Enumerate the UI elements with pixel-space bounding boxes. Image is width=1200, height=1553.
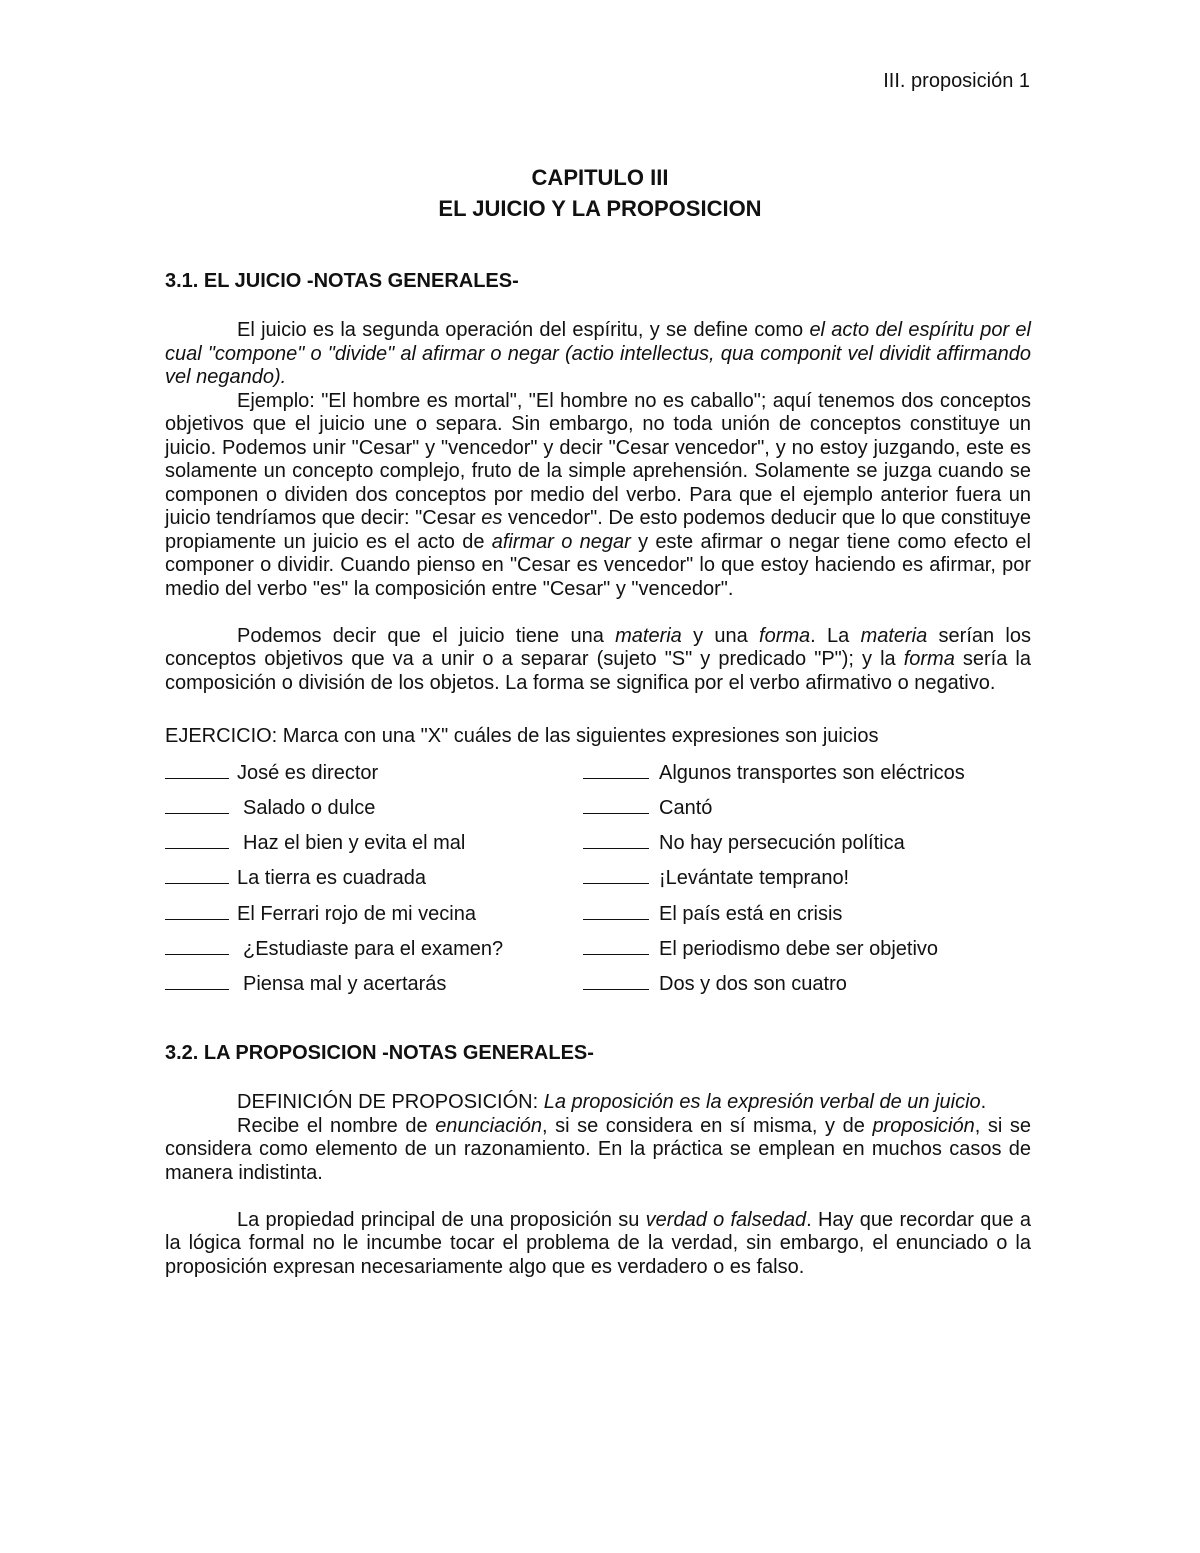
chapter-number: CAPITULO III [531, 165, 669, 190]
answer-blank[interactable] [165, 795, 229, 814]
chapter-titles [0, 162, 1200, 224]
exercise-expression: El país está en crisis [659, 902, 843, 925]
page-header: III. proposición 1 [883, 70, 1030, 92]
chapter-title: EL JUICIO Y LA PROPOSICION [438, 196, 762, 221]
italic-materia: materia [615, 624, 682, 647]
exercise-item [583, 830, 1031, 854]
exercise-expression: La tierra es cuadrada [237, 867, 427, 890]
exercise-section [165, 725, 1031, 995]
section-3-2 [165, 1042, 1031, 1279]
exercise-item [583, 760, 1031, 784]
italic-es: es [481, 507, 503, 529]
definition-italic: La proposición es la expresión verbal de un juicio [543, 1091, 981, 1113]
section-heading-3-2: 3.2. LA PROPOSICION -NOTAS GENERALES- [165, 1042, 594, 1064]
italic-materia: materia [860, 624, 928, 647]
text-run: . Hay que recordar que a la lógica formal no le incumbe tocar el problema de la verdad, sin embargo, el enunciado o la proposición expresan necesariamente algo que es verdadero o es falso. [165, 1208, 1031, 1278]
text-run: vencedor". De esto podemos deducir que lo que constituye propiamente un juicio es el acto de [165, 507, 1031, 553]
enunciacion-paragraph [165, 1115, 1031, 1186]
section-3-1 [165, 270, 1031, 695]
exercise-item [165, 901, 583, 925]
text-run: y este afirmar o negar tiene como efecto el componer o dividir. Cuando pienso en "Cesar es vencedor" lo que estoy haciendo es afirmar, por medio del verbo "es" la composición entre "Cesar" y "vencedor". [165, 530, 1031, 600]
text-run: El juicio es la segunda operación del espíritu, y se define como [237, 319, 810, 341]
exercise-expression: Salado o dulce [243, 796, 376, 819]
answer-blank[interactable] [583, 901, 649, 920]
exercise-expression: Haz el bien y evita el mal [243, 832, 466, 855]
proposicion-definition [165, 1091, 1031, 1115]
text-run: . [980, 1091, 987, 1113]
text-run: sería la composición o división de los objetos. La forma se significa por el verbo afirmativo o negativo. [165, 648, 1031, 694]
answer-blank[interactable] [165, 865, 229, 884]
exercise-text: Marca con una "X" cuáles de las siguientes expresiones son juicios [277, 725, 879, 747]
exercise-item [165, 830, 583, 854]
section-heading-3-1: 3.1. EL JUICIO -NOTAS GENERALES- [165, 270, 519, 292]
exercise-item [583, 865, 1031, 889]
exercise-expression: ¡Levántate temprano! [659, 867, 850, 890]
materia-forma-paragraph [165, 625, 1031, 696]
exercise-item [583, 795, 1031, 819]
answer-blank[interactable] [583, 830, 649, 849]
answer-blank[interactable] [583, 936, 649, 955]
juicio-example-paragraph [165, 390, 1031, 602]
italic-proposicion: proposición [872, 1114, 975, 1137]
exercise-item [583, 971, 1031, 995]
italic-enunciacion: enunciación [435, 1114, 542, 1137]
answer-blank[interactable] [583, 795, 649, 814]
italic-forma: forma [759, 624, 811, 647]
italic-forma: forma [903, 648, 955, 670]
text-run: serían los conceptos objetivos que va a unir o a separar (sujeto "S" y predicado "P"); y la [165, 624, 1031, 670]
exercise-expression: Cantó [659, 796, 713, 819]
exercise-expression: El Ferrari rojo de mi vecina [237, 902, 476, 925]
text-run: y una [681, 624, 760, 647]
exercise-item [583, 901, 1031, 925]
answer-blank[interactable] [165, 830, 229, 849]
text-run: La propiedad principal de una proposición su [237, 1208, 646, 1231]
exercise-expression: ¿Estudiaste para el examen? [243, 937, 504, 960]
answer-blank[interactable] [165, 760, 229, 779]
exercise-grid [165, 760, 1031, 996]
exercise-item [165, 936, 583, 960]
italic-afirmar-negar: afirmar o negar [491, 530, 631, 553]
verdad-falsedad-paragraph [165, 1209, 1031, 1280]
exercise-item [165, 795, 583, 819]
answer-blank[interactable] [583, 760, 649, 779]
answer-blank[interactable] [583, 865, 649, 884]
answer-blank[interactable] [165, 936, 229, 955]
text-run: . La [810, 624, 861, 647]
exercise-expression: José es director [237, 761, 379, 784]
text-run: , si se considera en sí misma, y de [541, 1114, 873, 1137]
text-run: , si se considera como elemento de un razonamiento. En la práctica se emplean en muchos casos de manera indistinta. [165, 1114, 1032, 1184]
exercise-item [583, 936, 1031, 960]
text-run: Podemos decir que el juicio tiene una [237, 624, 616, 647]
exercise-instruction [165, 725, 1031, 749]
exercise-item [165, 865, 583, 889]
text-run: Ejemplo: "El hombre es mortal", "El hombre no es caballo"; aquí tenemos dos conceptos objetivos que el juicio une o separa. Sin embargo, no toda unión de conceptos constituye un juicio. Podemos unir "Cesar" y "vencedor" y decir "Cesar vencedor", y no estoy juzgando, este es solamente un concepto complejo, fruto de la simple aprehensión. Solamente se juzga cuando se componen o dividen dos conceptos por medio del verbo. Para que el ejemplo anterior fuera un juicio tendríamos que decir: "Cesar [165, 389, 1031, 529]
answer-blank[interactable] [583, 971, 649, 990]
definition-italic: el acto del espíritu por el cual "compone" o "divide" al afirmar o negar (actio intellectus, qua componit vel dividit affirmando vel negando). [165, 319, 1031, 388]
italic-verdad-falsedad: verdad o falsedad [645, 1208, 807, 1231]
exercise-label: EJERCICIO: [165, 725, 278, 747]
exercise-expression: Piensa mal y acertarás [243, 973, 447, 996]
answer-blank[interactable] [165, 901, 229, 920]
exercise-expression: Algunos transportes son eléctricos [659, 761, 965, 784]
exercise-item [165, 971, 583, 995]
answer-blank[interactable] [165, 971, 229, 990]
juicio-definition-paragraph [165, 319, 1031, 390]
text-run: Recibe el nombre de [237, 1114, 436, 1137]
exercise-item [165, 760, 583, 784]
exercise-expression: El periodismo debe ser objetivo [659, 937, 939, 960]
definition-label: DEFINICIÓN DE PROPOSICIÓN: [237, 1091, 544, 1113]
exercise-expression: Dos y dos son cuatro [659, 973, 847, 996]
exercise-expression: No hay persecución política [659, 832, 905, 855]
